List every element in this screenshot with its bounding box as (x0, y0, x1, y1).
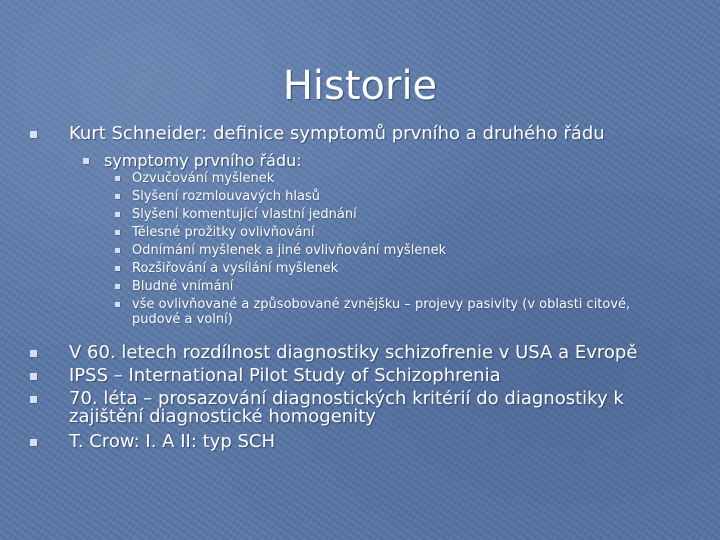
square-bullet-icon (115, 176, 120, 181)
symptom-text: pudové a volní) (132, 312, 233, 327)
square-bullet-icon (115, 284, 120, 289)
sub-heading-text: symptomy prvního řádu: (104, 151, 302, 170)
symptom-text: Tělesné prožitky ovlivňování (132, 225, 315, 240)
symptom-text: Bludné vnímání (132, 279, 234, 294)
square-bullet-icon (83, 158, 89, 164)
square-bullet-icon (115, 302, 120, 307)
list-item-text: T. Crow: I. A II: typ SCH (69, 431, 275, 452)
square-bullet-icon (115, 266, 120, 271)
square-bullet-icon (30, 439, 37, 446)
list-item-text: zajištění diagnostické homogenity (69, 406, 376, 427)
square-bullet-icon (115, 212, 120, 217)
square-bullet-icon (30, 350, 37, 357)
square-bullet-icon (30, 131, 37, 138)
list-item-text: V 60. letech rozdílnost diagnostiky schizofrenie v USA a Evropě (69, 342, 638, 363)
symptom-text: Ozvučování myšlenek (132, 171, 275, 186)
square-bullet-icon (115, 248, 120, 253)
list-item-text: Kurt Schneider: definice symptomů prvního a druhého řádu (69, 123, 605, 144)
symptom-text: Rozšiřování a vysílání myšlenek (132, 261, 339, 276)
symptom-text: Odnímání myšlenek a jiné ovlivňování myšlenek (132, 243, 447, 258)
symptom-text: Slyšení komentující vlastní jednání (132, 207, 357, 222)
symptom-text: Slyšení rozmlouvavých hlasů (132, 189, 321, 204)
square-bullet-icon (30, 396, 37, 403)
square-bullet-icon (115, 194, 120, 199)
slide-title: Historie (282, 63, 438, 109)
list-item-text: IPSS – International Pilot Study of Schizophrenia (69, 365, 501, 386)
symptom-text: vše ovlivňované a způsobované zvnějšku – projevy pasivity (v oblasti citové, (132, 297, 631, 312)
square-bullet-icon (115, 230, 120, 235)
square-bullet-icon (30, 373, 37, 380)
list-item-text: 70. léta – prosazování diagnostických kritérií do diagnostiky k (69, 388, 624, 409)
